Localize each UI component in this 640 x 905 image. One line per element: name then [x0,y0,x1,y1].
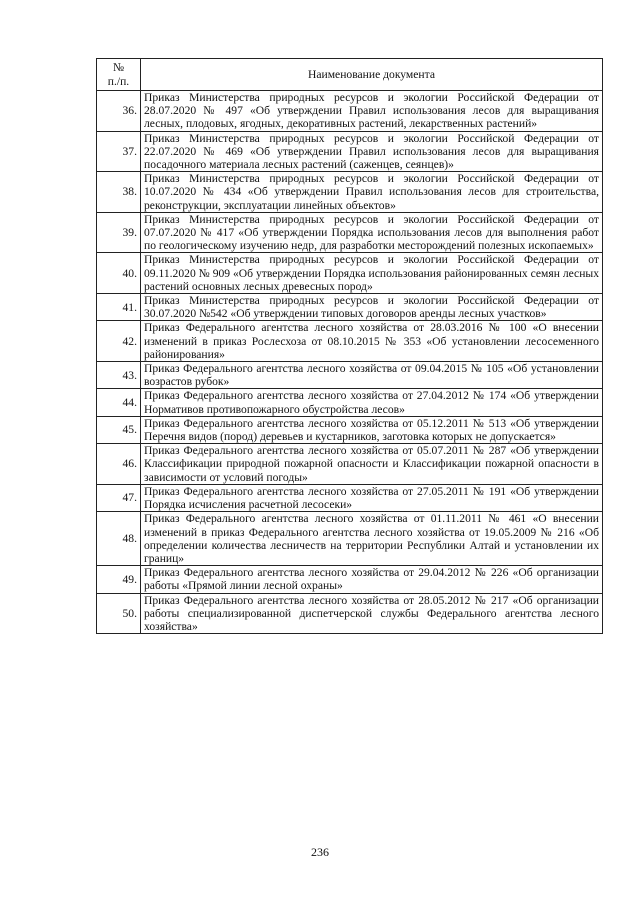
name-column-header: Наименование документа [141,59,603,91]
number-column-header [97,59,141,91]
row-number: 44. [97,389,141,416]
table-body [97,91,603,634]
documents-table [96,58,603,634]
document-name: Приказ Министерства природных ресурсов и экологии Российской Федерации от 09.11.2020 № 909 «Об утверждении Порядка использования районированных семян лесных растений основных лесных древесных пород» [141,253,603,294]
table-row [97,131,603,172]
document-name: Приказ Федерального агентства лесного хозяйства от 28.03.2016 № 100 «О внесении изменений в приказ Рослесхоза от 08.10.2015 № 353 «Об установлении лесосеменного районирования» [141,321,603,362]
document-name: Приказ Министерства природных ресурсов и экологии Российской Федерации от 22.07.2020 № 469 «Об утверждении Правил использования лесов для выращивания посадочного материала лесных растений (саженцев, сеянцев)» [141,131,603,172]
table-row [97,389,603,416]
page-number: 236 [311,845,329,859]
document-name: Приказ Министерства природных ресурсов и экологии Российской Федерации от 30.07.2020 №542 «Об утверждении типовых договоров аренды лесных участков» [141,294,603,321]
table-row [97,566,603,593]
row-number: 48. [97,512,141,566]
document-name: Приказ Федерального агентства лесного хозяйства от 28.05.2012 № 217 «Об организации работы специализированной диспетчерской службы Федерального агентства лесного хозяйства» [141,593,603,634]
row-number: 50. [97,593,141,634]
row-number: 36. [97,91,141,132]
document-name: Приказ Федерального агентства лесного хозяйства от 27.05.2011 № 191 «Об утверждении Порядка исчисления расчетной лесосеки» [141,484,603,511]
document-name: Приказ Министерства природных ресурсов и экологии Российской Федерации от 07.07.2020 № 417 «Об утверждении Порядка использования лесов для выполнения работ по геологическому изучению недр, для разработки месторождений полезных ископаемых» [141,212,603,253]
table-row [97,362,603,389]
row-number: 38. [97,172,141,213]
table-row [97,444,603,485]
row-number: 42. [97,321,141,362]
table-row [97,253,603,294]
number-header-symbol: № [112,61,125,75]
row-number: 39. [97,212,141,253]
table-row [97,172,603,213]
document-name: Приказ Федерального агентства лесного хозяйства от 27.04.2012 № 174 «Об утверждении Нормативов противопожарного обустройства лесов» [141,389,603,416]
row-number: 43. [97,362,141,389]
row-number: 45. [97,416,141,443]
table-row [97,593,603,634]
document-name: Приказ Министерства природных ресурсов и экологии Российской Федерации от 10.07.2020 № 434 «Об утверждении Правил использования лесов для строительства, реконструкции, эксплуатации линейных объектов» [141,172,603,213]
document-name: Приказ Федерального агентства лесного хозяйства от 09.04.2015 № 105 «Об установлении возрастов рубок» [141,362,603,389]
table-row [97,512,603,566]
table-row [97,294,603,321]
table-row [97,91,603,132]
row-number: 47. [97,484,141,511]
table-row [97,416,603,443]
row-number: 41. [97,294,141,321]
document-name: Приказ Федерального агентства лесного хозяйства от 05.12.2011 № 513 «Об утверждении Перечня видов (пород) деревьев и кустарников, заготовка которых не допускается» [141,416,603,443]
document-name: Приказ Федерального агентства лесного хозяйства от 05.07.2011 № 287 «Об утверждении Классификации природной пожарной опасности и Классификации пожарной опасности в зависимости от условий погоды» [141,444,603,485]
table-row [97,484,603,511]
document-name: Приказ Министерства природных ресурсов и экологии Российской Федерации от 28.07.2020 № 497 «Об утверждении Правил использования лесов для выращивания лесных, плодовых, ягодных, декоративных растений, лекарственных растений» [141,91,603,132]
row-number: 46. [97,444,141,485]
table-row [97,321,603,362]
table-row [97,212,603,253]
row-number: 49. [97,566,141,593]
document-name: Приказ Федерального агентства лесного хозяйства от 29.04.2012 № 226 «Об организации работы «Прямой линии лесной охраны» [141,566,603,593]
row-number: 40. [97,253,141,294]
number-header-abbrev: п./п. [107,74,130,88]
row-number: 37. [97,131,141,172]
table-header-row [97,59,603,91]
document-name: Приказ Федерального агентства лесного хозяйства от 01.11.2011 № 461 «О внесении изменений в приказ Федерального агентства лесного хозяйства от 19.05.2009 № 216 «Об определении количества лесничеств на территории Республики Алтай и установлении их границ» [141,512,603,566]
